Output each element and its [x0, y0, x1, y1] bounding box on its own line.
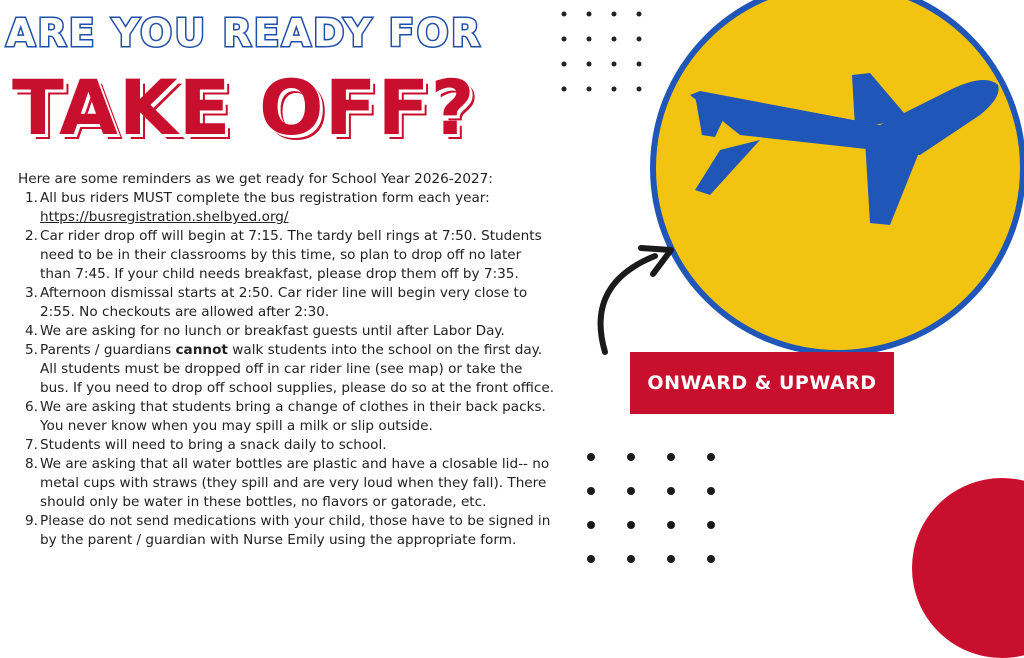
list-item [20, 189, 555, 227]
item-text: We are asking for no lunch or breakfast guests until after Labor Day. [40, 323, 505, 339]
airplane-icon [680, 55, 1010, 235]
item-text-pre: Parents / guardians [40, 342, 176, 358]
item-number: 9. [25, 513, 38, 529]
reminder-list [20, 189, 555, 550]
heading-line-2: TAKE OFF? [12, 63, 476, 152]
item-number: 2. [25, 228, 38, 244]
intro-text: Here are some reminders as we get ready for School Year 2026-2027: [18, 171, 493, 187]
list-item [20, 227, 555, 284]
item-text: Students will need to bring a snack daily to school. [40, 437, 387, 453]
item-text-post: walk students into the school on the first day. All students must be dropped off in car rider line (see map) or take the bus. If you need to drop off school supplies, please do so at the front office. [40, 342, 555, 396]
list-item [20, 322, 555, 341]
item-text [40, 189, 555, 227]
item-number: 6. [25, 399, 38, 415]
bus-registration-link[interactable]: https://busregistration.shelbyed.org/ [40, 209, 289, 225]
item-number: 5. [25, 342, 38, 358]
item-number: 4. [25, 323, 38, 339]
list-item [20, 398, 555, 436]
list-item [20, 341, 555, 398]
red-circle-decoration [912, 478, 1024, 658]
item-number: 8. [25, 456, 38, 472]
dot-grid-bottom [582, 448, 732, 576]
item-text [40, 341, 555, 398]
item-text-bold: cannot [175, 342, 228, 358]
dot-grid-top [556, 6, 656, 96]
item-text-pre: All bus riders MUST complete the bus registration form each year: [40, 190, 490, 206]
heading-line-1: ARE YOU READY FOR [6, 11, 483, 55]
item-text: Please do not send medications with your child, those have to be signed in by the parent / guardian with Nurse Emily using the appropriate form. [40, 513, 551, 548]
item-text: Afternoon dismissal starts at 2:50. Car rider line will begin very close to 2:55. No checkouts are allowed after 2:30. [40, 285, 528, 320]
item-text: We are asking that students bring a change of clothes in their back packs. You never know when you may spill a milk or slip outside. [40, 399, 546, 434]
curved-arrow-icon [585, 244, 680, 359]
list-item [20, 455, 555, 512]
onward-upward-badge: ONWARD & UPWARD [630, 352, 894, 414]
list-item [20, 284, 555, 322]
item-number: 3. [25, 285, 38, 301]
item-text: Car rider drop off will begin at 7:15. The tardy bell rings at 7:50. Students need to be in their classrooms by this time, so plan to drop off no later than 7:45. If your child needs breakfast, please drop them off by 7:35. [40, 228, 542, 282]
item-number: 7. [25, 437, 38, 453]
item-text: We are asking that all water bottles are plastic and have a closable lid-- no metal cups with straws (they spill and are very loud when they fall). There should only be water in these bottles, no flavors or gatorade, etc. [40, 456, 550, 510]
item-number: 1. [25, 190, 38, 206]
list-item [20, 436, 555, 455]
list-item [20, 512, 555, 550]
